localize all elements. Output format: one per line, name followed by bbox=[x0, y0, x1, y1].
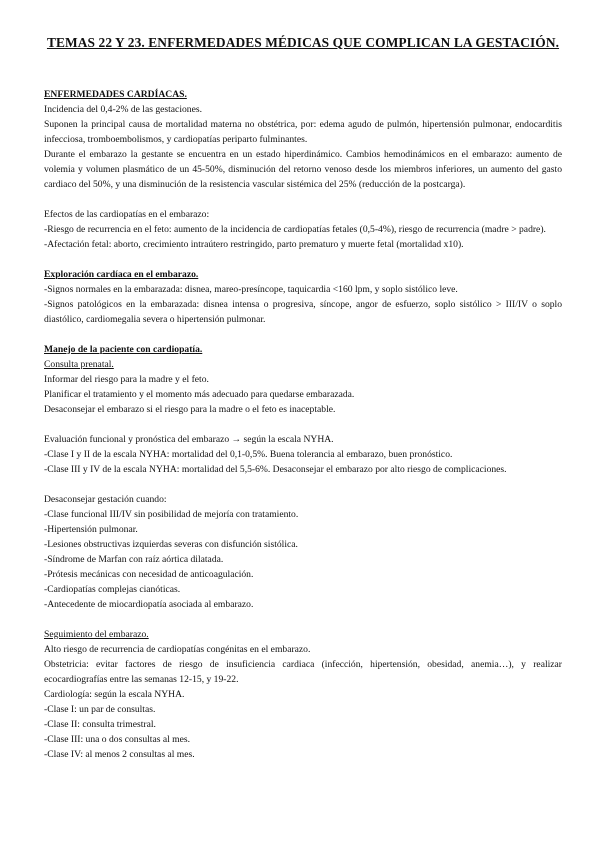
list-item: -Riesgo de recurrencia en el feto: aumento de la incidencia de cardiopatías fetales (0,5-4%), riesgo de recurrencia (madre > padre). bbox=[44, 223, 546, 235]
list-item: -Clase III: una o dos consultas al mes. bbox=[44, 733, 191, 745]
list-item: -Clase III y IV de la escala NYHA: mortalidad del 5,5-6%. Desaconsejar el embarazo por alto riesgo de complicaciones. bbox=[44, 463, 507, 475]
list-item: -Signos patológicos en la embarazada: disnea intensa o progresiva, síncope, angor de esfuerzo, soplo sistólico > III/IV o soplo diastólico, cardiomegalia severa o hipertensión pulmonar. bbox=[44, 298, 562, 325]
paragraph: Informar del riesgo para la madre y el feto. bbox=[44, 373, 209, 385]
list-item: -Cardiopatías complejas cianóticas. bbox=[44, 583, 181, 595]
list-item: -Prótesis mecánicas con necesidad de anticoagulación. bbox=[44, 568, 254, 580]
list-item: -Signos normales en la embarazada: disnea, mareo-presíncope, taquicardia <160 lpm, y soplo sistólico leve. bbox=[44, 283, 458, 295]
list-item: -Afectación fetal: aborto, crecimiento intraútero restringido, parto prematuro y muerte fetal (mortalidad x10). bbox=[44, 238, 464, 250]
list-item: -Hipertensión pulmonar. bbox=[44, 523, 138, 535]
list-item: -Clase funcional III/IV sin posibilidad de mejoría con tratamiento. bbox=[44, 508, 299, 520]
document-page bbox=[44, 34, 562, 762]
list-item: -Clase IV: al menos 2 consultas al mes. bbox=[44, 748, 195, 760]
section-heading-exploracion: Exploración cardíaca en el embarazo. bbox=[44, 268, 199, 280]
paragraph: Incidencia del 0,4-2% de las gestaciones. bbox=[44, 103, 202, 115]
paragraph: Evaluación funcional y pronóstica del embarazo → según la escala NYHA. bbox=[44, 433, 334, 445]
document-title: TEMAS 22 Y 23. ENFERMEDADES MÉDICAS QUE COMPLICAN LA GESTACIÓN. bbox=[46, 35, 560, 50]
list-item: -Antecedente de miocardiopatía asociada al embarazo. bbox=[44, 598, 254, 610]
paragraph: Durante el embarazo la gestante se encuentra en un estado hiperdinámico. Cambios hemodinámicos en el embarazo: aumento de volemia y volumen plasmático de un 45-50%, disminución del retorno venoso desde los miembros inferiores, un aumento del gasto cardiaco del 50%, y una disminución de la resistencia vascular sistémica del 25% (reducción de la postcarga). bbox=[44, 148, 562, 190]
paragraph: Suponen la principal causa de mortalidad materna no obstétrica, por: edema agudo de pulmón, hipertensión pulmonar, endocarditis infecciosa, tromboembolismos, y cardiopatías periparto fulminantes. bbox=[44, 118, 562, 145]
list-item: -Clase II: consulta trimestral. bbox=[44, 718, 156, 730]
paragraph: Desaconsejar gestación cuando: bbox=[44, 493, 167, 505]
paragraph: Cardiología: según la escala NYHA. bbox=[44, 688, 185, 700]
section-heading-manejo: Manejo de la paciente con cardiopatía. bbox=[44, 343, 203, 355]
effects-title: Efectos de las cardiopatías en el embarazo: bbox=[44, 208, 210, 220]
section-heading-cardiacas: ENFERMEDADES CARDÍACAS. bbox=[44, 88, 187, 100]
subheading-seguimiento: Seguimiento del embarazo. bbox=[44, 628, 149, 640]
paragraph: Desaconsejar el embarazo si el riesgo para la madre o el feto es inaceptable. bbox=[44, 403, 336, 415]
list-item: -Síndrome de Marfan con raíz aórtica dilatada. bbox=[44, 553, 224, 565]
list-item: -Clase I y II de la escala NYHA: mortalidad del 0,1-0,5%. Buena tolerancia al embarazo, buen pronóstico. bbox=[44, 448, 453, 460]
paragraph: Planificar el tratamiento y el momento más adecuado para quedarse embarazada. bbox=[44, 388, 355, 400]
paragraph: Obstetricia: evitar factores de riesgo de insuficiencia cardiaca (infección, hipertensión, obesidad, anemia…), y realizar ecocardiografías entre las semanas 12-15, y 19-22. bbox=[44, 658, 562, 685]
subheading-consulta: Consulta prenatal. bbox=[44, 358, 114, 370]
paragraph: Alto riesgo de recurrencia de cardiopatías congénitas en el embarazo. bbox=[44, 643, 311, 655]
list-item: -Lesiones obstructivas izquierdas severas con disfunción sistólica. bbox=[44, 538, 298, 550]
list-item: -Clase I: un par de consultas. bbox=[44, 703, 156, 715]
